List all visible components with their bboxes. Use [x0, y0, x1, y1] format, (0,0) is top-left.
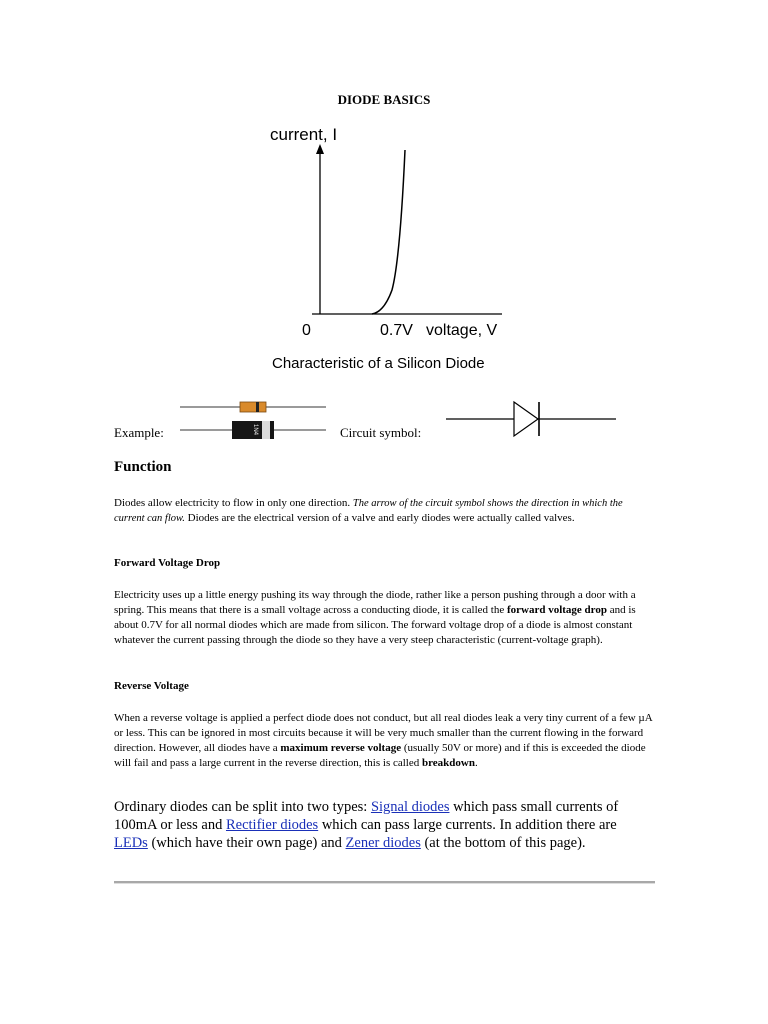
x-axis-label: voltage, V [426, 322, 498, 339]
rectifier-diodes-link[interactable]: Rectifier diodes [225, 817, 319, 833]
diode-body [240, 402, 266, 412]
zener-diodes-link[interactable]: Zener diodes [345, 835, 421, 851]
function-heading: Function [114, 459, 172, 475]
p4-text-d: (which have their own page) and [151, 835, 342, 851]
p4-text-b: which pass small currents of 100mA or less and [114, 799, 619, 833]
p3-bold-term-1: maximum reverse voltage [280, 742, 402, 754]
reverse-voltage-paragraph [114, 711, 654, 771]
p1-text-a: Diodes allow electricity to flow in only one direction. [114, 497, 351, 509]
circuit-symbol-label: Circuit symbol: [340, 425, 422, 440]
p1-text-b: Diodes are the electrical version of a valve and early diodes were actually called valves. [187, 512, 575, 524]
p3-text-b: (usually 50V or more) and if this is exceeded the diode will fail and pass a large current in the reverse direction, this is called [114, 742, 646, 769]
symbol-triangle [514, 402, 538, 436]
diode-characteristic-graph [260, 118, 520, 378]
example-label: Example: [114, 425, 164, 440]
y-axis-arrow-icon [316, 144, 324, 154]
small-diode-image [178, 398, 328, 416]
signal-diodes-link[interactable]: Signal diodes [370, 799, 450, 815]
power-diode-image [178, 418, 328, 442]
p1-italic-text: The arrow of the circuit symbol shows the direction in which the current can flow. [114, 498, 623, 524]
forward-voltage-heading: Forward Voltage Drop [114, 557, 221, 569]
horizontal-rule [114, 881, 655, 884]
diode-marking: 1N4 [252, 424, 258, 436]
function-paragraph [114, 496, 654, 526]
cathode-band [256, 402, 259, 412]
iv-curve [372, 150, 405, 314]
forward-voltage-paragraph [114, 588, 654, 648]
page-title: DIODE BASICS [337, 92, 431, 107]
p4-text-e: (at the bottom of this page). [424, 835, 586, 851]
leds-link[interactable]: LEDs [114, 835, 148, 851]
p3-end: . [474, 757, 478, 769]
p3-bold-term-2: breakdown [422, 757, 475, 769]
graph-caption: Characteristic of a Silicon Diode [272, 355, 485, 372]
p4-text-a: Ordinary diodes can be split into two types: [114, 799, 368, 815]
cathode-band [262, 421, 270, 439]
diode-symbol-icon [444, 400, 620, 440]
p4-text-c: which can pass large currents. In addition there are [321, 817, 617, 833]
p2-text-b: and is about 0.7V for all normal diodes which are made from silicon. The forward voltage drop of a diode is almost constant whatever the current passing through the diode so they have a very steep characteristic (current-voltage graph). [114, 604, 636, 646]
threshold-label: 0.7V [380, 322, 413, 339]
p2-bold-term: forward voltage drop [506, 604, 607, 616]
diode-types-paragraph [114, 798, 654, 852]
y-axis-label: current, I [270, 125, 338, 144]
reverse-voltage-heading: Reverse Voltage [114, 680, 189, 692]
p3-text-a: When a reverse voltage is applied a perfect diode does not conduct, but all real diodes leak a very tiny current of a few µA or less. This can be ignored in most circuits because it will be very much smaller than the current flowing in the forward direction. However, all diodes have a [114, 712, 653, 754]
origin-label: 0 [302, 322, 311, 339]
p2-text-a: Electricity uses up a little energy pushing its way through the diode, rather like a person pushing through a door with a spring. This means that there is a small voltage across a conducting diode, it is called the [114, 589, 636, 616]
